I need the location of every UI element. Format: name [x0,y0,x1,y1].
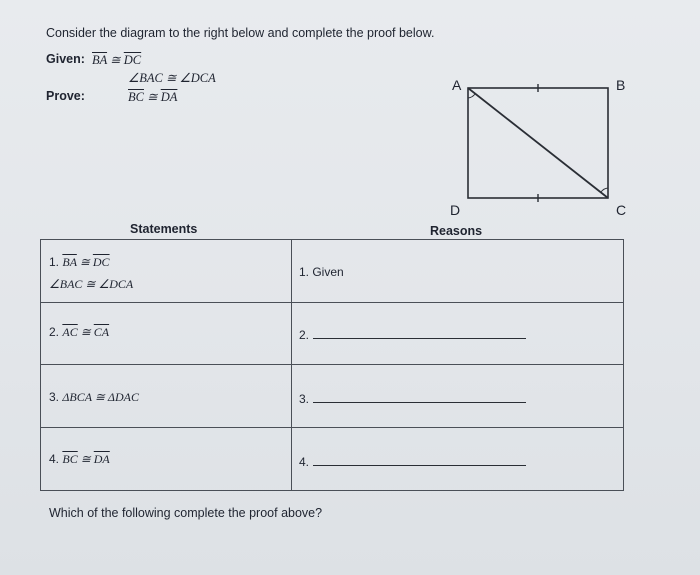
reason-4 [299,453,526,469]
reason-2-blank[interactable] [313,326,526,339]
row-divider [41,364,623,365]
segment-ba: $\overline{BA}$ [62,255,77,269]
proof-table [40,239,624,491]
vertex-label-a: A [452,77,462,93]
vertex-label-b: B [616,77,626,93]
segment-da: $\overline{DA}$ [93,452,110,466]
reasons-header: Reasons [430,224,483,238]
given-statement-1 [92,52,141,68]
congruent-symbol: ≅ [107,53,124,67]
reason-number: 2. [299,328,310,342]
segment-ac: $\overline{AC}$ [62,325,78,339]
rectangle-diagram [440,70,640,220]
instructions: Consider the diagram to the right below and complete the proof below. [46,26,435,40]
congruent-symbol: ≅ [76,255,93,269]
segment-dc: $\overline{DC}$ [92,255,110,269]
triangle-congruence: ΔBCA ≅ ΔDAC [62,390,139,404]
congruent-symbol: ≅ [77,325,94,339]
segment-da: $\overline{DA}$ [160,90,178,104]
reason-3 [299,390,526,406]
segment-bc: $\overline{BC}$ [62,452,78,466]
reason-3-blank[interactable] [313,390,526,403]
statement-1 [49,255,110,270]
reason-1: 1. Given [299,265,344,279]
segment-ba: $\overline{BA}$ [92,53,108,67]
row-divider [41,302,623,303]
given-statement-2: ∠BAC ≅ ∠DCA [128,71,216,85]
statement-number: 2. [49,325,60,339]
diagonal-ac [468,88,608,198]
row-divider [41,427,623,428]
segment-ca: $\overline{CA}$ [93,325,110,339]
statement-number: 3. [49,390,60,404]
column-divider [291,240,292,490]
angle-arc-c [601,188,608,192]
statement-1-line-2: ∠BAC ≅ ∠DCA [49,277,134,291]
reason-number: 4. [299,455,310,469]
given-label: Given: [46,52,85,66]
statement-number: 4. [49,452,60,466]
statements-header: Statements [130,222,198,236]
segment-dc: $\overline{DC}$ [123,53,142,67]
statement-number: 1. [49,255,60,269]
reason-2 [299,326,526,342]
prove-label: Prove: [46,89,85,103]
reason-number: 3. [299,392,310,406]
vertex-label-c: C [616,202,627,218]
statement-4 [49,452,110,467]
vertex-label-d: D [450,202,461,218]
prove-statement [128,89,177,105]
segment-bc: $\overline{BC}$ [128,90,144,104]
statement-3 [49,390,139,405]
angle-arc-a [468,94,475,98]
question-text: Which of the following complete the proof above? [49,506,323,520]
congruent-symbol: ≅ [77,452,94,466]
reason-4-blank[interactable] [313,453,526,466]
statement-2 [49,325,109,340]
congruent-symbol: ≅ [143,90,161,104]
